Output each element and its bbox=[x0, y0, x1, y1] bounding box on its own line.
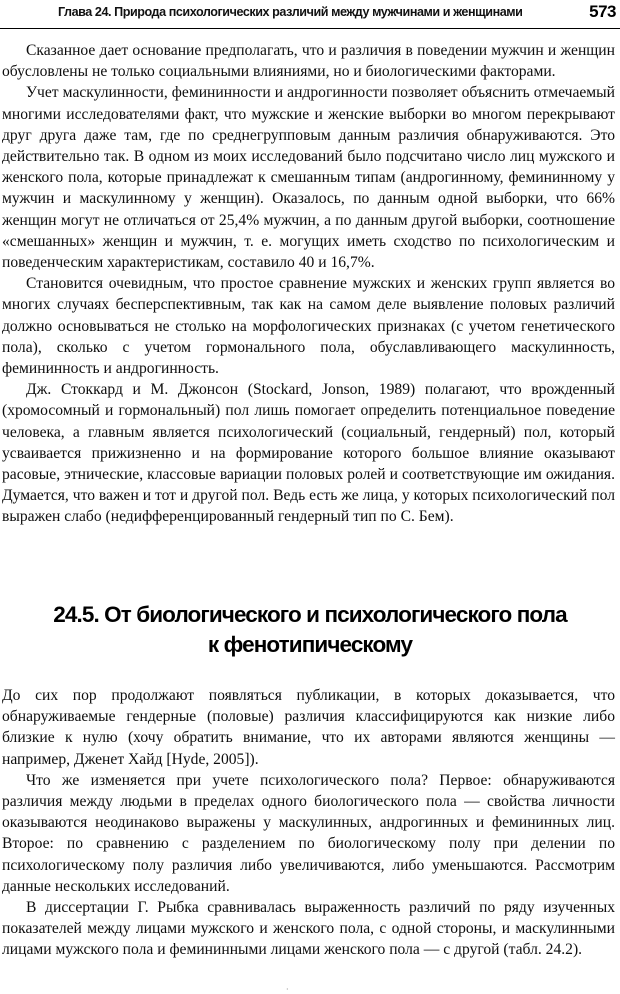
section-heading-line-1: 24.5. От биологического и психологического пола bbox=[53, 602, 567, 627]
text-block-before-section bbox=[2, 40, 615, 528]
section-heading-line-2: к фенотипическому bbox=[207, 632, 413, 657]
page-number: 573 bbox=[589, 2, 616, 21]
running-title: Глава 24. Природа психологических различий между мужчинами и женщинами bbox=[58, 5, 523, 19]
running-header bbox=[0, 0, 620, 29]
paragraph: В диссертации Г. Рыбка сравнивалась выраженность различий по ряду изученных показателей между лицами мужского и женского пола, с одной стороны, и маскулинными лицами мужского пола и фемининными лицами женского пола — с другой (табл. 24.2). bbox=[2, 899, 615, 959]
text-block-section bbox=[2, 685, 615, 961]
paragraph: Учет маскулинности, фемининности и андрогинности позволяет объяснить отмечаемый многими исследователями факт, что мужские и женские выборки во многом перекрывают друг друга даже там, где по среднегрупповым данным различия обнаруживаются. Это действительно так. В одном из моих исследований было подсчитано число лиц мужского и женского пола, которые принадлежат к смешанным типам (андрогинному, фемининному у мужчин и маскулинному у женщин). Оказалось, по данным одной выборки, что 66% женщин могут не отличаться от 25,4% мужчин, а по данным другой выборки, соотношение «смешанных» женщин и мужчин, т. е. могущих иметь сходство по психологическим и поведенческим характеристикам, составило 40 и 16,7%. bbox=[2, 84, 615, 272]
paragraph: Сказанное дает основание предполагать, что и различия в поведении мужчин и женщин обусловлены не только социальными влияниями, но и биологическими факторами. bbox=[2, 42, 615, 81]
paragraph: Дж. Стоккард и М. Джонсон (Stockard, Jonson, 1989) полагают, что врожденный (хромосомный и гормональный) пол лишь помогает определить потенциальное поведение человека, а главным является психологический (социальный, гендерный) пол, который усваивается прижизненно и на формирование которого большое влияние оказывают расовые, этнические, классовые вариации половых ролей и соответствующие им ожидания. Думается, что важен и тот и другой пол. Ведь есть же лица, у которых психологический пол выражен слабо (недифференцированный гендерный тип по С. Бем). bbox=[2, 381, 615, 526]
footer-mark: · bbox=[286, 985, 289, 994]
paragraph: Становится очевидным, что простое сравнение мужских и женских групп является во многих случаях бесперспективным, так как на самом деле выявление половых различий должно основываться не столько на морфологических признаках (с учетом генетического пола), сколько с учетом гормонального пола, обуславливающего маскулинность, фемининность и андрогинность. bbox=[2, 275, 615, 378]
paragraph: Что же изменяется при учете психологического пола? Первое: обнаруживаются различия между людьми в пределах одного биологического пола — свойства личности оказываются неодинаково выражены у маскулинных, андрогинных и фемининных лиц. Второе: по сравнению с разделением по биологическому полу при делении по психологическому полу различия либо увеличиваются, либо уменьшаются. Рассмотрим данные нескольких исследований. bbox=[2, 771, 615, 895]
section-heading bbox=[0, 600, 620, 660]
paragraph: До сих пор продолжают появляться публикации, в которых доказывается, что обнаруживаемые гендерные (половые) различия классифицируются как низкие либо близкие к нулю (хочу обратить внимание, что их авторами являются женщины — например, Дженет Хайд [Hyde, 2005]). bbox=[2, 687, 615, 768]
